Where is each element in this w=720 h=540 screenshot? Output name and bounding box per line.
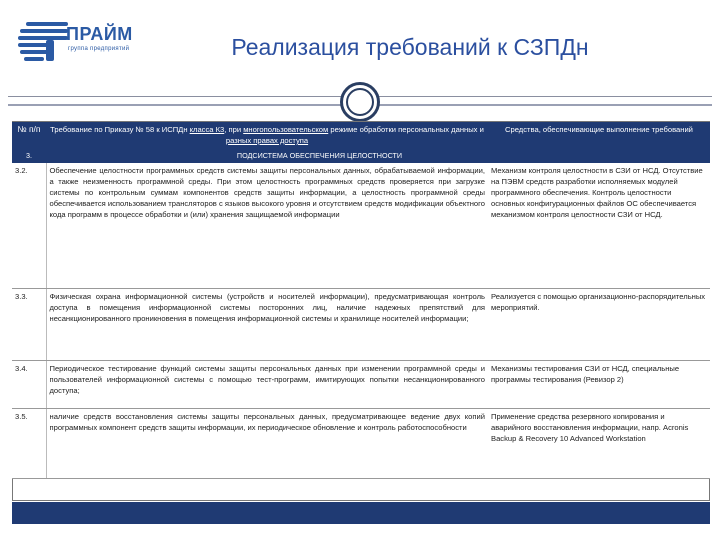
table-row: [12, 163, 710, 288]
row-means: Механизмы тестирования СЗИ от НСД, специальные программы тестирования (Ревизор 2): [488, 360, 710, 408]
page-title: Реализация требований к СЗПДн: [231, 34, 589, 60]
header-req-part: Требование по Приказу № 58 к ИСПДн: [50, 125, 190, 134]
logo-name: ПРАЙМ: [66, 24, 133, 44]
row-means: Реализуется с помощью организационно-распорядительных мероприятий.: [488, 288, 710, 360]
header-req-multiuser: многопользовательском: [243, 125, 329, 134]
row-number: 3.2.: [12, 163, 46, 288]
row-requirement: Обеспечение целостности программных средств системы защиты персональных данных, обрабатываемой информации, а также неизменность программной среды. При этом целостность программных средств проверяется при загрузке системы по контрольным суммам компонентов средств защиты информации, а целостность программной среды обеспечивается использованием трансляторов с языков высокого уровня и отсутствием средств модификации объектного кода программ в процессе обработки и (или) хранения защищаемой информации: [46, 163, 488, 288]
logo-subtitle: группа предприятий: [68, 46, 130, 52]
row-requirement: Физическая охрана информационной системы (устройств и носителей информации), предусматривающая контроль доступа в помещения информационной системы посторонних лиц, наличие надежных препятствий для несанкционированного проникновения в помещения информационной системы и хранилище носителей информации;: [46, 288, 488, 360]
header-means: Средства, обеспечивающие выполнение требований: [488, 122, 710, 148]
row-means: Применение средства резервного копирования и аварийного восстановления информации, напр. Acronis Backup & Recovery 10 Advanced Workstation: [488, 408, 710, 478]
table-row: [12, 288, 710, 360]
header-requirement: [46, 122, 488, 148]
row-requirement: Периодическое тестирование функций системы защиты персональных данных при изменении программной среды и пользователей информационной системы с помощью тест-программ, имитирующих попытки несанкционированного доступа;: [46, 360, 488, 408]
row-number: 3.5.: [12, 408, 46, 478]
table-header-row: [12, 122, 710, 148]
ring-inner-icon: [346, 88, 374, 116]
header-req-part: режиме обработки персональных данных и: [328, 125, 484, 134]
section-row: [12, 148, 710, 163]
section-number: 3.: [12, 148, 46, 163]
section-title: ПОДСИСТЕМА ОБЕСПЕЧЕНИЯ ЦЕЛОСТНОСТИ: [46, 148, 710, 163]
row-requirement: наличие средств восстановления системы защиты персональных данных, предусматривающее ведение двух копий программных компонент средств защиты информации, их периодическое обновление и контроль работоспособности: [46, 408, 488, 478]
row-number: 3.3.: [12, 288, 46, 360]
table-row: [12, 360, 710, 408]
row-number: 3.4.: [12, 360, 46, 408]
header-req-part: , при: [224, 125, 244, 134]
table-row: [12, 408, 710, 478]
header-req-class: класса К3: [189, 125, 225, 134]
header-number: № п/п: [12, 122, 46, 148]
requirements-table: [12, 122, 710, 479]
header-req-rights: разных правах доступа: [225, 136, 309, 145]
row-means: Механизм контроля целостности в СЗИ от НСД. Отсутствие на ПЭВМ средств разработки исполняемых модулей программного обеспечения. Контроль целостности основных конфигурационных файлов ОС обеспечивается механизмом контроля целостности СЗИ от НСД.: [488, 163, 710, 288]
footer-bar: [12, 502, 710, 524]
